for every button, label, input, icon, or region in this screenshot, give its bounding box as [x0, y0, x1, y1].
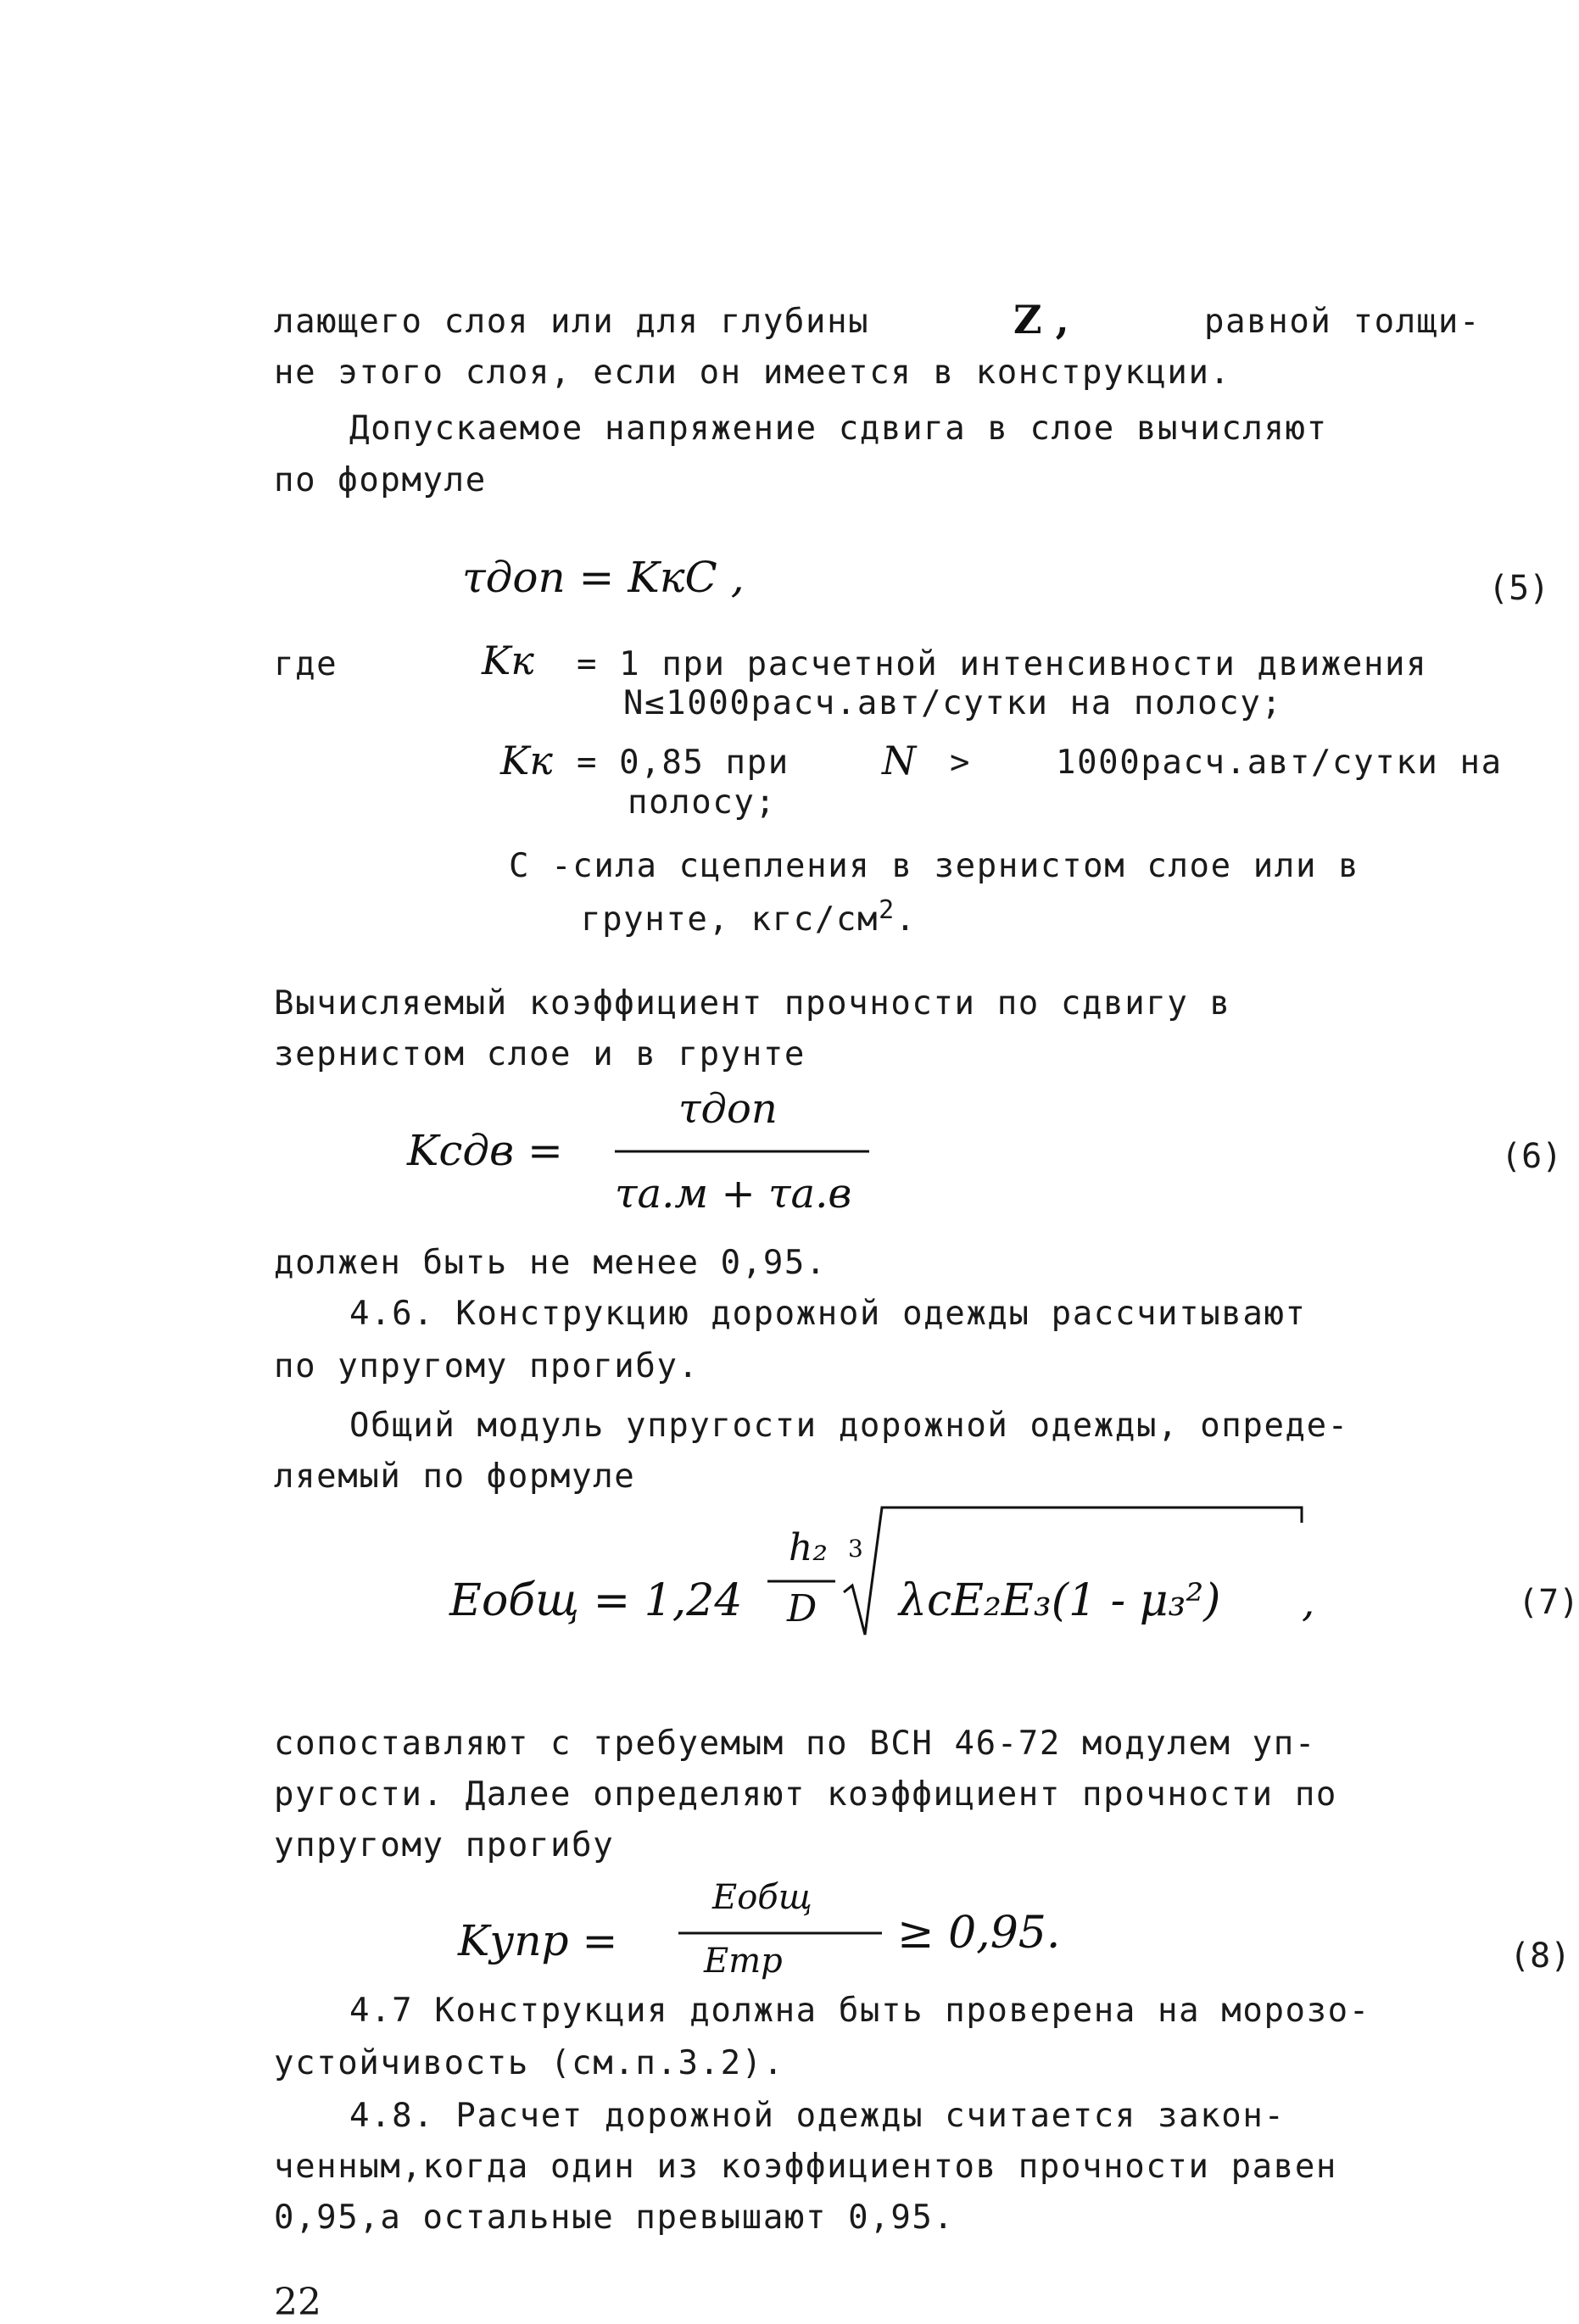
coefficient-kk: Kк: [500, 738, 553, 783]
text-fragment: грунте, кгс/см: [581, 900, 879, 939]
formula-8-denominator: Eтр: [704, 1942, 783, 1981]
text-line: по формуле: [274, 461, 487, 499]
coefficient-kk: Kк: [482, 638, 534, 683]
text-line: Общий модуль упругости дорожной одежды, опреде-: [349, 1407, 1349, 1445]
formula-5: τдоп = KкC ,: [462, 553, 745, 602]
fraction-bar: [678, 1931, 882, 1935]
text-line: C -сила сцепления в зернистом слое или в: [509, 847, 1360, 885]
formula-8-rhs: ≥ 0,95.: [897, 1908, 1061, 1959]
text-line: 4.7 Конструкция должна быть проверена на морозо-: [349, 1992, 1370, 2030]
text-line: равной толщи-: [1204, 303, 1481, 341]
formula-6-numerator: τдоп: [678, 1085, 778, 1133]
text-fragment: .: [895, 900, 917, 939]
text-line: полосу;: [628, 783, 777, 822]
fraction-bar: [767, 1580, 835, 1583]
text-line: не этого слоя, если он имеется в конструкции.: [274, 354, 1231, 392]
formula-7-radicand: λcE₂E₃(1 - μ₃²): [899, 1575, 1221, 1626]
text-line: должен быть не менее 0,95.: [274, 1244, 828, 1282]
formula-8-numerator: Eобщ: [712, 1878, 812, 1917]
text-line: Допускаемое напряжение сдвига в слое вычисляют: [349, 410, 1328, 448]
variable-z: Z ,: [1013, 297, 1069, 343]
text-line: ругости. Далее определяют коэффициент прочности по: [274, 1775, 1337, 1814]
formula-6-denominator: τа.м + τа.в: [615, 1170, 852, 1218]
text-line: устойчивость (см.п.3.2).: [274, 2044, 784, 2082]
variable-n: N: [882, 738, 917, 783]
root-index: 3: [848, 1535, 863, 1563]
text-line: 4.8. Расчет дорожной одежды считается закон-: [349, 2097, 1286, 2135]
formula-6-lhs: Kсдв =: [407, 1126, 563, 1175]
formula-8-lhs: Kупр =: [458, 1916, 618, 1965]
text-line-where: где: [274, 645, 338, 683]
equation-number-7: (7): [1518, 1583, 1579, 1622]
equation-number-8: (8): [1509, 1937, 1571, 1976]
text-line: ляемый по формуле: [274, 1457, 636, 1496]
superscript: 2: [879, 895, 896, 925]
text-line: ченным,когда один из коэффициентов прочности равен: [274, 2148, 1337, 2186]
text-line: [581, 892, 917, 939]
text-line: = 0,85 при: [577, 744, 790, 782]
text-line: Вычисляемый коэффициент прочности по сдвигу в: [274, 984, 1231, 1023]
equation-number-6: (6): [1501, 1137, 1563, 1176]
text-line: = 1 при расчетной интенсивности движения: [577, 645, 1428, 683]
text-line: N≤1000расч.авт/сутки на полосу;: [623, 684, 1283, 722]
fraction-bar: [615, 1150, 869, 1153]
greater-sign: >: [950, 744, 972, 782]
equation-number-5: (5): [1488, 569, 1550, 608]
text-line: 1000расч.авт/сутки на: [1056, 744, 1503, 782]
page-number: 22: [274, 2281, 321, 2324]
text-line: сопоставляют с требуемым по ВСН 46-72 модулем уп-: [274, 1725, 1316, 1763]
formula-7-lhs: Eобщ = 1,24: [449, 1575, 743, 1626]
text-line: по упругому прогибу.: [274, 1347, 700, 1385]
text-line: лающего слоя или для глубины: [274, 303, 870, 341]
text-line: 0,95,а остальные превышают 0,95.: [274, 2199, 955, 2237]
text-line: зернистом слое и в грунте: [274, 1035, 806, 1073]
text-line: 4.6. Конструкцию дорожной одежды рассчитывают: [349, 1295, 1307, 1333]
formula-7-comma: ,: [1302, 1579, 1315, 1626]
text-line: упругому прогибу: [274, 1826, 615, 1864]
formula-7-fraction-numerator: h₂: [789, 1526, 828, 1569]
formula-7-fraction-denominator: D: [787, 1587, 817, 1630]
